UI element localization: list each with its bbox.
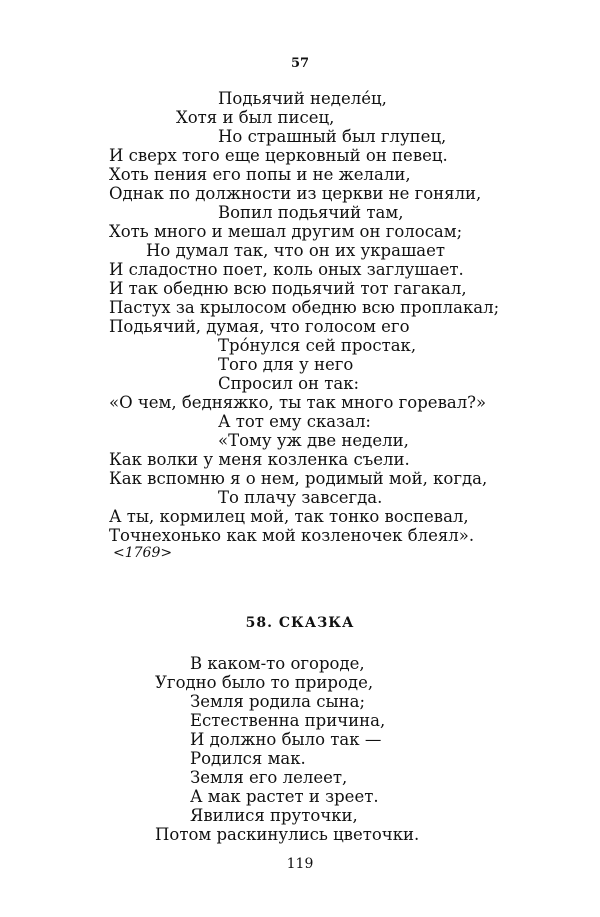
poem-line: И сладостно поет, коль оных заглушает. — [109, 260, 464, 279]
poem-line: А мак растет и зреет. — [190, 787, 379, 806]
page-number: 119 — [286, 856, 314, 872]
poem-line: Земля его лелеет, — [190, 768, 348, 787]
poem-line: Родился мак. — [190, 749, 306, 768]
poem-line: Явилися пруточки, — [190, 806, 358, 825]
poem-line: Пастух за крылосом обедню всю проплакал; — [109, 298, 500, 317]
poem-line: Однак по должности из церкви не гоняли, — [109, 184, 482, 203]
poem-date: <1769> — [113, 545, 173, 561]
poem-line: А ты, кормилец мой, так тонко воспевал, — [109, 507, 469, 526]
poem-line: Земля родила сына; — [190, 692, 365, 711]
poem-line: Точнехонько как мой козленочек блеял». — [109, 526, 475, 545]
poem-line: Как волки у меня козленка съели. — [109, 450, 410, 469]
poem-line: «Тому уж две недели, — [218, 431, 409, 450]
poem-line: И сверх того еще церковный он певец. — [109, 146, 448, 165]
poem-line: Как вспомню я о нем, родимый мой, когда, — [109, 469, 488, 488]
poem-line: Вопил подьячий там, — [218, 203, 404, 222]
poem-line: Угодно было то природе, — [155, 673, 374, 692]
poem-line: Подьячий, думая, что голосом его — [109, 317, 410, 336]
poem-line: Но думал так, что он их украшает — [146, 241, 446, 260]
poem-line: Хотя и был писец, — [176, 108, 335, 127]
poem-line: И так обедню всю подьячий тот гагакал, — [109, 279, 467, 298]
poem-line: В каком-то огороде, — [190, 654, 365, 673]
poem-line: «О чем, бедняжко, ты так много горевал?» — [109, 393, 487, 412]
poem-line: Но страшный был глупец, — [218, 127, 447, 146]
poem-title: 58. СКАЗКА — [245, 615, 355, 631]
poem-line: Тро́нулся сей простак, — [218, 336, 417, 355]
poem-line: А тот ему сказал: — [218, 412, 371, 431]
poem-line: Того для у него — [218, 355, 354, 374]
poem-line: То плачу завсегда. — [218, 488, 383, 507]
poem-line: Подьячий неделе́ц, — [218, 89, 387, 108]
poem-line: Хоть пения его попы и не желали, — [109, 165, 411, 184]
poem-line: Спросил он так: — [218, 374, 360, 393]
poem-line: Потом раскинулись цветочки. — [155, 825, 420, 844]
poem-line: Естественна причина, — [190, 711, 386, 730]
poem-line: И должно было так — — [190, 730, 382, 749]
poem-number: 57 — [290, 56, 310, 71]
poem-line: Хоть много и мешал другим он голосам; — [109, 222, 463, 241]
